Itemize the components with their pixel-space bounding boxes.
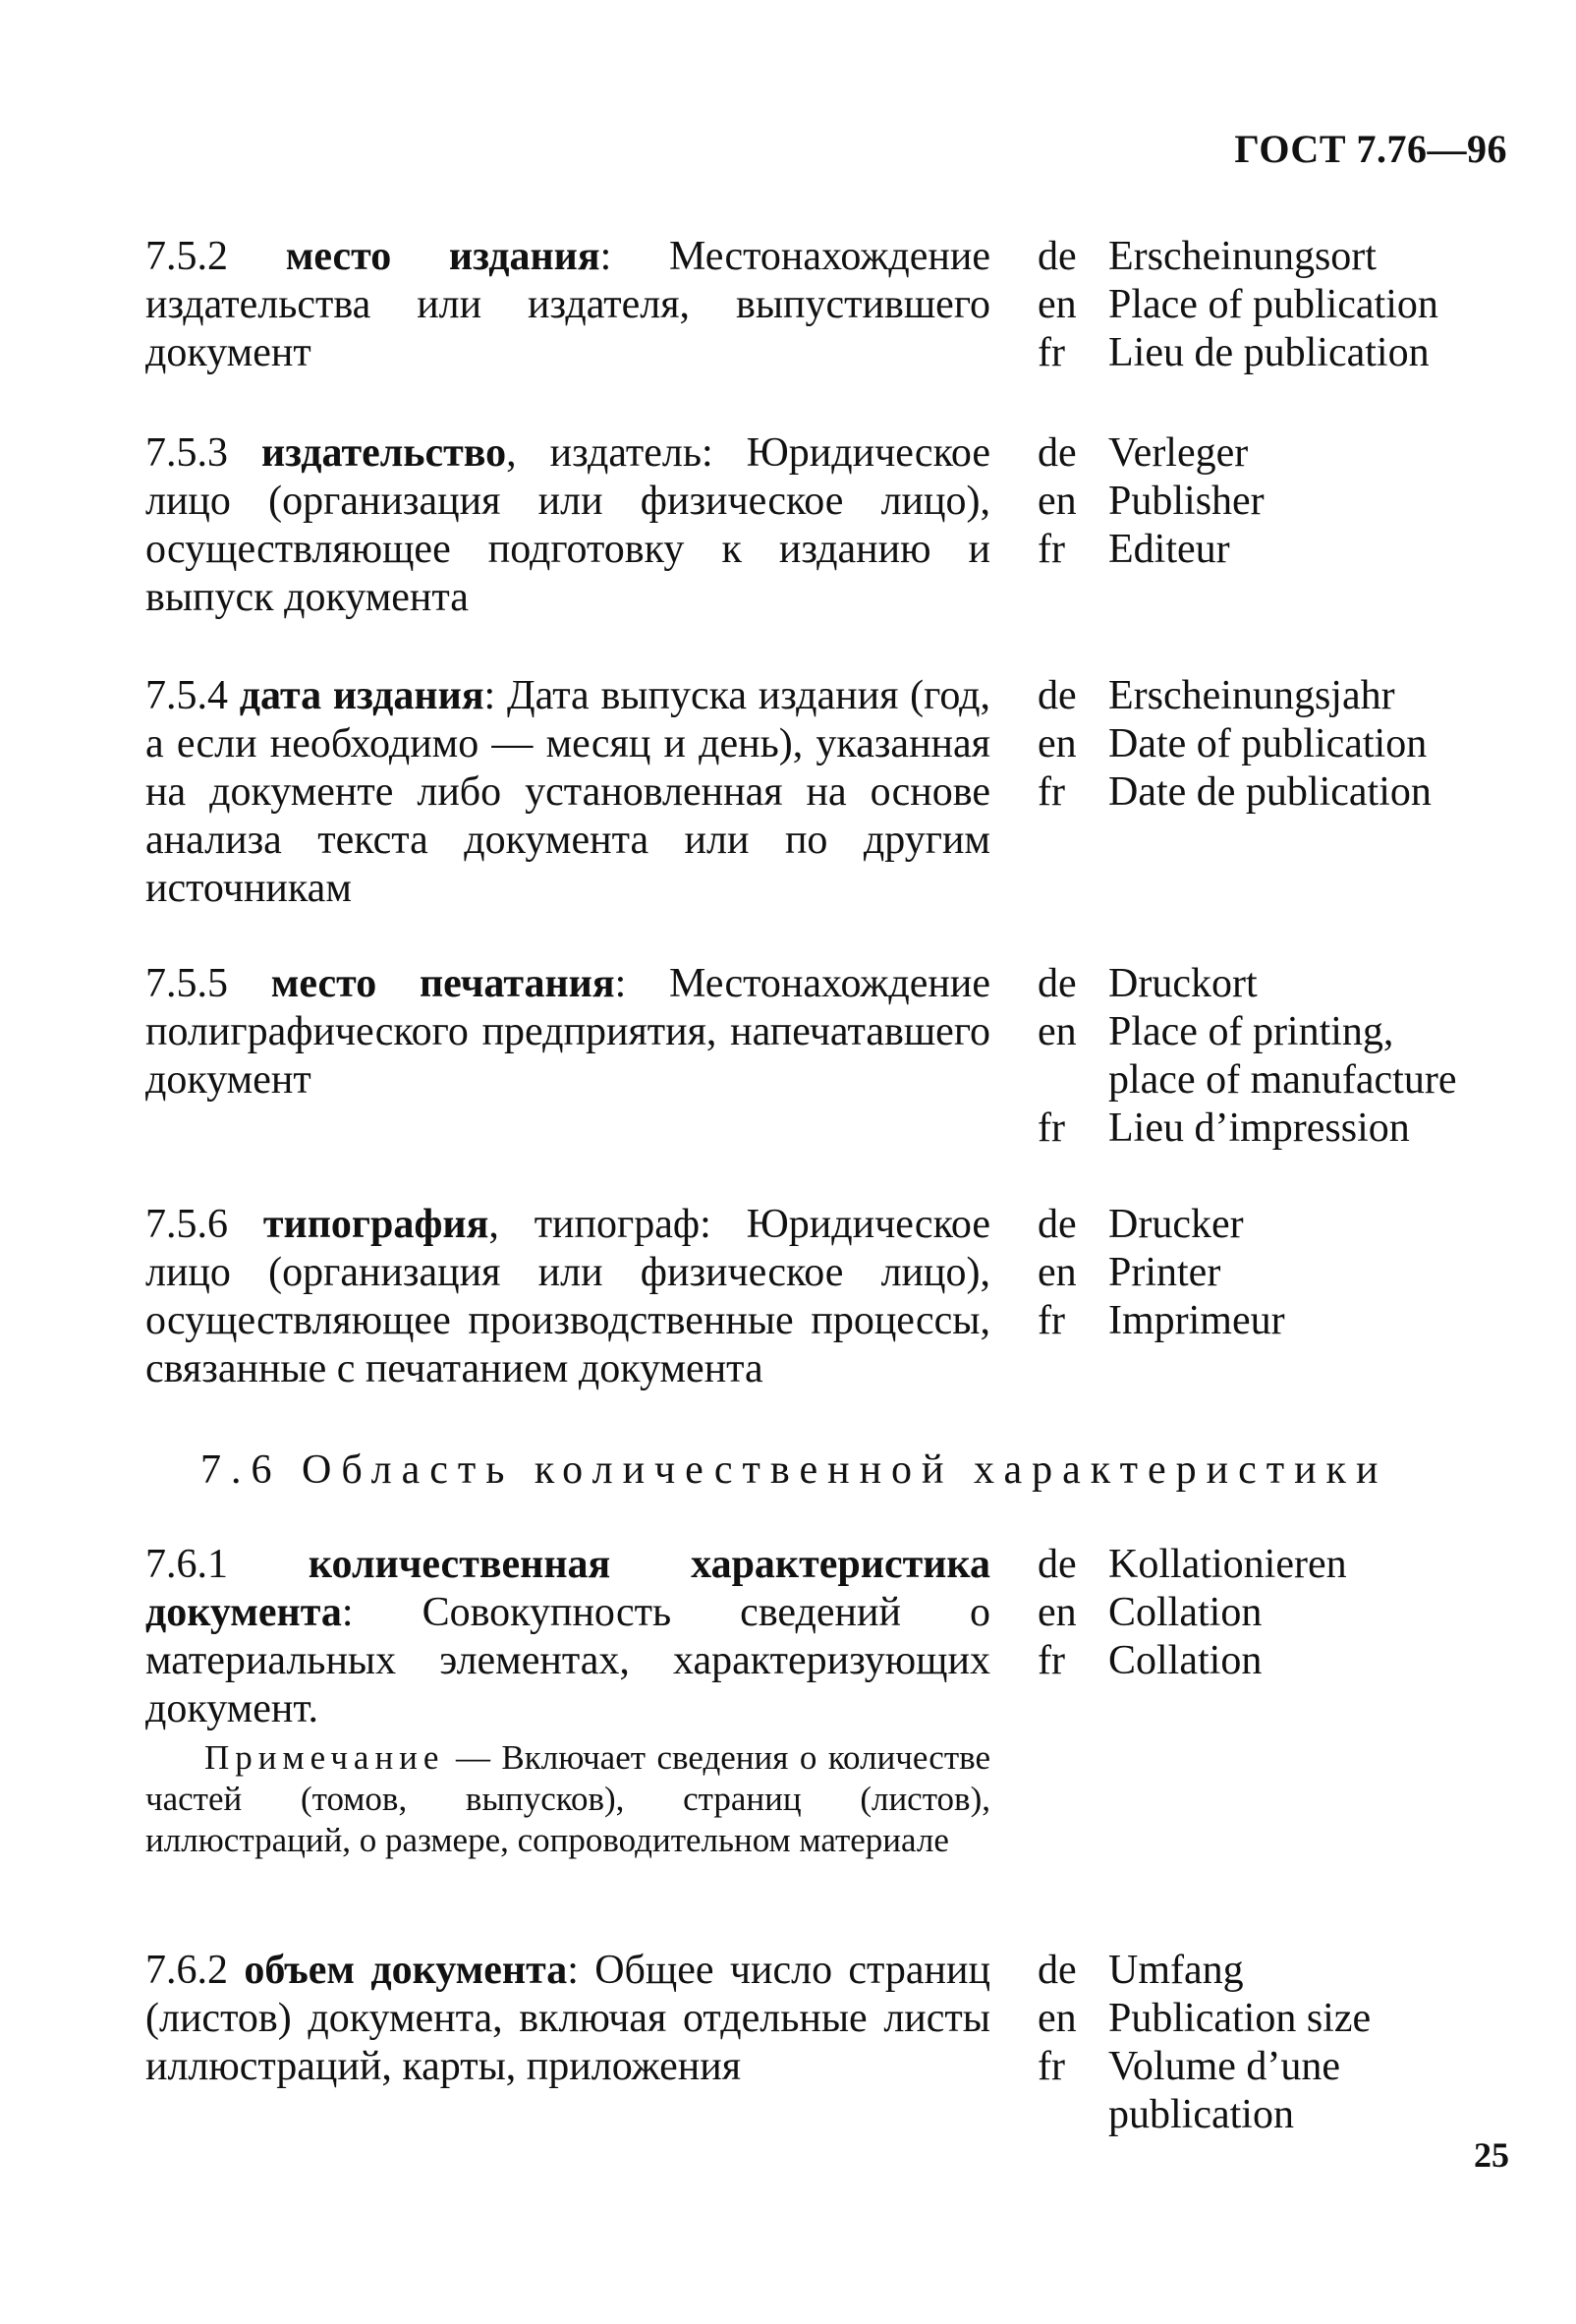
lang-term: Verleger xyxy=(1108,430,1249,476)
lang-term: Collation xyxy=(1108,1638,1263,1683)
definition xyxy=(145,1541,990,1861)
lang-row xyxy=(1038,1105,1509,1153)
lang-term: Collation xyxy=(1108,1590,1263,1635)
note-text: — Включает сведения о количестве частей (томов, выпусков), страниц (листов), иллюстраций, о размере, сопроводительном материале xyxy=(145,1738,990,1859)
lang-code: de xyxy=(1038,1948,1077,1993)
lang-term: Imprimeur xyxy=(1108,1298,1285,1343)
entry-term: объем документа xyxy=(244,1948,568,1993)
lang-term: Kollationieren xyxy=(1108,1542,1347,1587)
definition xyxy=(145,233,990,377)
lang-row xyxy=(1038,526,1509,574)
page-number: 25 xyxy=(1474,2135,1509,2175)
lang-row xyxy=(1038,1541,1509,1589)
lang-row xyxy=(1038,1056,1509,1105)
lang-term: Publication size xyxy=(1108,1996,1372,2041)
lang-row xyxy=(1038,329,1509,377)
lang-term: Editeur xyxy=(1108,527,1230,572)
lang-row xyxy=(1038,1637,1509,1685)
definition xyxy=(145,1947,990,2091)
lang-term: Printer xyxy=(1108,1250,1221,1295)
lang-code: en xyxy=(1038,282,1077,327)
lang-term: Date de publication xyxy=(1108,769,1432,815)
lang-code: de xyxy=(1038,961,1077,1006)
lang-row xyxy=(1038,233,1509,281)
lang-row xyxy=(1038,281,1509,329)
entry-number: 7.5.3 xyxy=(145,430,228,476)
lang-row xyxy=(1038,1008,1509,1056)
lang-code: fr xyxy=(1038,769,1065,815)
lang-code: en xyxy=(1038,479,1077,524)
entry-term: издательство xyxy=(260,430,507,476)
lang-code: de xyxy=(1038,1202,1077,1247)
lang-row xyxy=(1038,768,1509,817)
entry-definition: : Местонахождение полиграфического предприятия, напечатавшего документ xyxy=(145,961,991,1103)
lang-code: en xyxy=(1038,1250,1077,1295)
page-header-standard: ГОСТ 7.76—96 xyxy=(1234,127,1507,171)
entry-number: 7.6.2 xyxy=(145,1948,228,1993)
lang-code: fr xyxy=(1038,1105,1065,1151)
entry-term: место печатания xyxy=(270,961,615,1006)
language-equivalents xyxy=(1038,429,1509,574)
entry-definition: , издатель: Юридическое лицо (организация или физическое лицо), осуществляющее подготовку к изданию и выпуск документа xyxy=(145,430,990,620)
lang-term: Umfang xyxy=(1108,1948,1244,1993)
lang-term: Lieu de publication xyxy=(1108,330,1430,375)
language-equivalents xyxy=(1038,672,1509,817)
entry-term: типография xyxy=(262,1202,489,1247)
lang-code: de xyxy=(1038,430,1077,476)
entry-definition: : Совокупность сведений о материальных элементах, характеризующих документ. xyxy=(145,1590,990,1731)
entry-definition: : Общее число страниц (листов) документа, включая отдельные листы иллюстраций, карты, приложения xyxy=(145,1948,990,2089)
lang-code: fr xyxy=(1038,330,1065,375)
language-equivalents xyxy=(1038,1541,1509,1685)
section-heading: 7.6 Область количественной характеристики xyxy=(200,1447,1388,1493)
definition xyxy=(145,1201,990,1393)
note xyxy=(145,1737,990,1861)
language-equivalents xyxy=(1038,960,1509,1153)
lang-term: place of manufacture xyxy=(1108,1057,1457,1103)
entry-number: 7.5.2 xyxy=(145,234,228,279)
lang-code: de xyxy=(1038,1542,1077,1587)
lang-code: fr xyxy=(1038,1638,1065,1683)
lang-term: Date of publication xyxy=(1108,721,1428,766)
lang-term: Druckort xyxy=(1108,961,1258,1006)
entry-number: 7.5.5 xyxy=(145,961,228,1006)
entry-number: 7.6.1 xyxy=(145,1542,228,1587)
lang-row xyxy=(1038,720,1509,768)
lang-code: en xyxy=(1038,1996,1077,2041)
lang-row xyxy=(1038,1995,1509,2043)
lang-term: Publisher xyxy=(1108,479,1265,524)
entry-term: дата издания xyxy=(239,673,484,718)
lang-term: Erscheinungsort xyxy=(1108,234,1377,279)
lang-code xyxy=(1038,1056,1108,1105)
entry-term: место издания xyxy=(285,234,600,279)
lang-row xyxy=(1038,1297,1509,1345)
entry-number: 7.5.4 xyxy=(145,673,228,718)
lang-row xyxy=(1038,1589,1509,1637)
lang-row xyxy=(1038,2043,1509,2139)
lang-term: Erscheinungsjahr xyxy=(1108,673,1395,718)
entry-term: количественная характеристика документа xyxy=(145,1542,990,1635)
note-label: Примечание xyxy=(204,1738,445,1777)
language-equivalents xyxy=(1038,233,1509,377)
lang-code: de xyxy=(1038,234,1077,279)
lang-row xyxy=(1038,1249,1509,1297)
lang-row xyxy=(1038,1947,1509,1995)
lang-term: Lieu d’impression xyxy=(1108,1105,1410,1151)
entry-number: 7.5.6 xyxy=(145,1202,228,1247)
lang-row xyxy=(1038,672,1509,720)
lang-term: Volume d’une publication xyxy=(1108,2044,1341,2137)
lang-code: fr xyxy=(1038,1298,1065,1343)
entry-definition: , типограф: Юридическое лицо (организация или физическое лицо), осуществляющее производственные процессы, связанные с печатанием документа xyxy=(145,1202,990,1391)
lang-code: en xyxy=(1038,1590,1077,1635)
lang-code: fr xyxy=(1038,527,1065,572)
lang-code: fr xyxy=(1038,2044,1065,2089)
lang-code: en xyxy=(1038,1009,1077,1054)
lang-row xyxy=(1038,1201,1509,1249)
definition xyxy=(145,960,990,1105)
lang-term: Place of publication xyxy=(1108,282,1438,327)
language-equivalents xyxy=(1038,1947,1509,2139)
entry-definition: : Местонахождение издательства или издателя, выпустившего документ xyxy=(145,234,991,375)
lang-row xyxy=(1038,429,1509,478)
lang-row xyxy=(1038,960,1509,1008)
lang-code: de xyxy=(1038,673,1077,718)
entry-definition: : Дата выпуска издания (год, а если необходимо — месяц и день), указанная на документе либо установленная на основе анализа текста документа или по другим источникам xyxy=(145,673,990,911)
lang-code: en xyxy=(1038,721,1077,766)
lang-term: Place of printing, xyxy=(1108,1009,1394,1054)
definition xyxy=(145,429,990,622)
lang-term: Drucker xyxy=(1108,1202,1244,1247)
definition xyxy=(145,672,990,913)
lang-row xyxy=(1038,478,1509,526)
language-equivalents xyxy=(1038,1201,1509,1345)
